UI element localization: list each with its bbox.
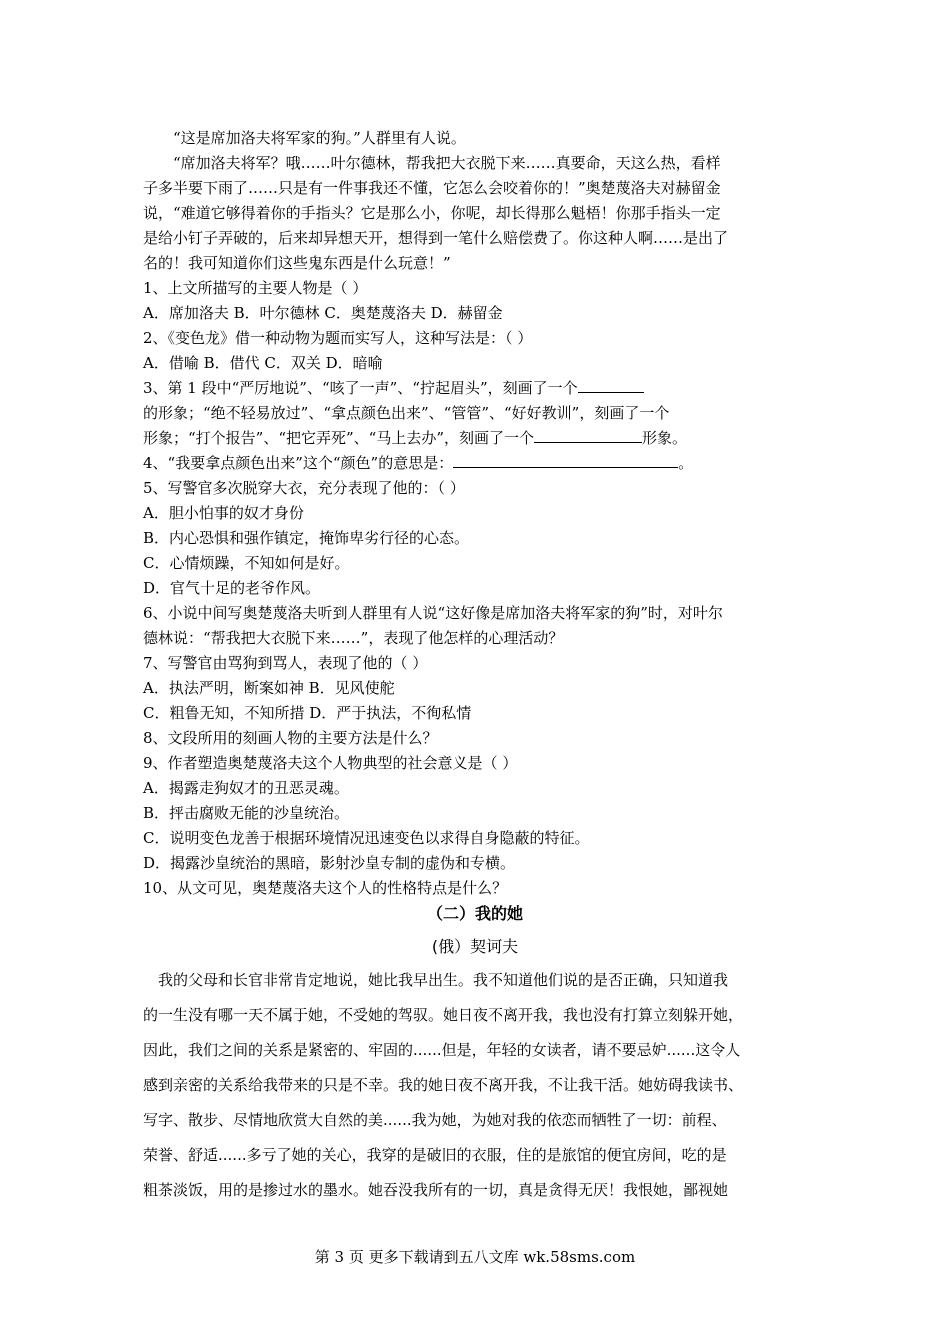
question-2: 2、《变色龙》借一种动物为题而实写人，这种写法是：（ ） <box>143 329 533 347</box>
section-author: (俄）契诃夫 <box>431 937 519 956</box>
question-1-options: A．席加洛夫 B．叶尔德林 C．奥楚蔑洛夫 D．赫留金 <box>143 304 503 322</box>
passage-line: 子多半要下雨了……只是有一件事我还不懂，它怎么会咬着你的！”奥楚蔑洛夫对赫留金 <box>143 179 721 197</box>
question-5-option-b: B．内心恐惧和强作镇定，掩饰卑劣行径的心态。 <box>143 529 470 547</box>
question-5-option-c: C．心情烦躁，不知如何是好。 <box>143 554 350 572</box>
question-5-option-a: A．胆小怕事的奴才身份 <box>143 504 304 522</box>
question-8: 8、文段所用的刻画人物的主要方法是什么？ <box>143 729 438 747</box>
passage-line: 是给小钉子弄破的，后来却异想天开，想得到一笔什么赔偿费了。你这种人啊……是出了 <box>143 229 729 247</box>
question-7: 7、写警官由骂狗到骂人，表现了他的（ ） <box>143 654 428 672</box>
question-7-options-cd: C．粗鲁无知，不知所措 D．严于执法，不徇私情 <box>143 704 472 722</box>
essay-line: 的一生没有哪一天不属于她，不受她的驾驭。她日夜不离开我，我也没有打算立刻躲开她， <box>143 1006 744 1024</box>
question-9-option-d: D．揭露沙皇统治的黑暗，影射沙皇专制的虚伪和专横。 <box>143 854 516 872</box>
question-10: 10、从文可见，奥楚蔑洛夫这个人的性格特点是什么？ <box>143 879 508 897</box>
question-6-line-1: 6、小说中间写奥楚蔑洛夫听到人群里有人说“这好像是席加洛夫将军家的狗”时，对叶尔 <box>143 604 723 622</box>
page-footer: 第 3 页 更多下载请到五八文库 wk.58sms.com <box>314 1248 636 1266</box>
answer-blank[interactable] <box>534 428 642 443</box>
question-5-option-d: D．官气十足的老爷作风。 <box>143 579 321 597</box>
essay-line: 荣誉、舒适......多亏了她的关心，我穿的是破旧的衣服，住的是旅馆的便宜房间，吃的是 <box>143 1146 727 1164</box>
question-9: 9、作者塑造奥楚蔑洛夫这个人物典型的社会意义是（ ） <box>143 754 518 772</box>
answer-blank[interactable] <box>453 453 678 468</box>
section-title: （二）我的她 <box>426 904 523 923</box>
question-3-text: 形象。 <box>642 429 688 447</box>
question-3-text: 3、第 1 段中“严厉地说”、“咳了一声”、“拧起眉头”，刻画了一个 <box>143 379 578 397</box>
passage-line: 说，“难道它够得着你的手指头？它是那么小，你呢，却长得那么魁梧！你那手指头一定 <box>143 204 721 222</box>
question-7-options-ab: A．执法严明，断案如神 B．见风使舵 <box>143 679 395 697</box>
essay-line: 粗茶淡饭，用的是掺过水的墨水。她吞没我所有的一切，真是贪得无厌！我恨她，鄙视她 <box>143 1181 729 1199</box>
essay-line: 写字、散步、尽情地欣赏大自然的美......我为她，为她对我的依恋而牺牲了一切：前程、 <box>143 1111 727 1129</box>
essay-line: 感到亲密的关系给我带来的只是不幸。我的她日夜不离开我，不让我干活。她妨碍我读书、 <box>143 1076 744 1094</box>
passage-line: 名的！我可知道你们这些鬼东西是什么玩意！” <box>143 254 451 272</box>
question-9-option-c: C．说明变色龙善于根据环境情况迅速变色以求得自身隐蔽的特征。 <box>143 829 590 847</box>
question-3-text: 形象；“打个报告”、“把它弄死”、“马上去办”，刻画了一个 <box>143 429 535 447</box>
question-9-option-b: B．抨击腐败无能的沙皇统治。 <box>143 804 350 822</box>
question-4-end: 。 <box>678 454 694 472</box>
question-4 <box>143 451 693 475</box>
question-6-line-2: 德林说：“帮我把大衣脱下来……”，表现了他怎样的心理活动？ <box>143 629 564 647</box>
question-9-option-a: A．揭露走狗奴才的丑恶灵魂。 <box>143 779 349 797</box>
question-5: 5、写警官多次脱穿大衣，充分表现了他的：（ ） <box>143 479 465 497</box>
passage-paragraph-1: “这是席加洛夫将军家的狗。”人群里有人说。 <box>173 129 466 147</box>
essay-line: 我的父母和长官非常肯定地说，她比我早出生。我不知道他们说的是否正确，只知道我 <box>158 971 729 989</box>
essay-line: 因此，我们之间的关系是紧密的、牢固的......但是，年轻的女读者，请不要忌妒......这令人 <box>143 1041 741 1059</box>
answer-blank[interactable] <box>578 378 644 393</box>
question-4-text: 4、“我要拿点颜色出来”这个“颜色”的意思是： <box>143 454 454 472</box>
question-3-line-1 <box>143 376 644 400</box>
passage-line: “席加洛夫将军？哦……叶尔德林，帮我把大衣脱下来……真要命，天这么热，看样 <box>173 154 721 172</box>
question-3-line-3 <box>143 426 687 450</box>
question-3-line-2: 的形象；“绝不轻易放过”、“拿点颜色出来”、“管管”、“好好教训”，刻画了一个 <box>143 404 670 422</box>
question-1: 1、上文所描写的主要人物是（ ） <box>143 279 368 297</box>
question-2-options: A．借喻 B．借代 C．双关 D．暗喻 <box>143 354 383 372</box>
